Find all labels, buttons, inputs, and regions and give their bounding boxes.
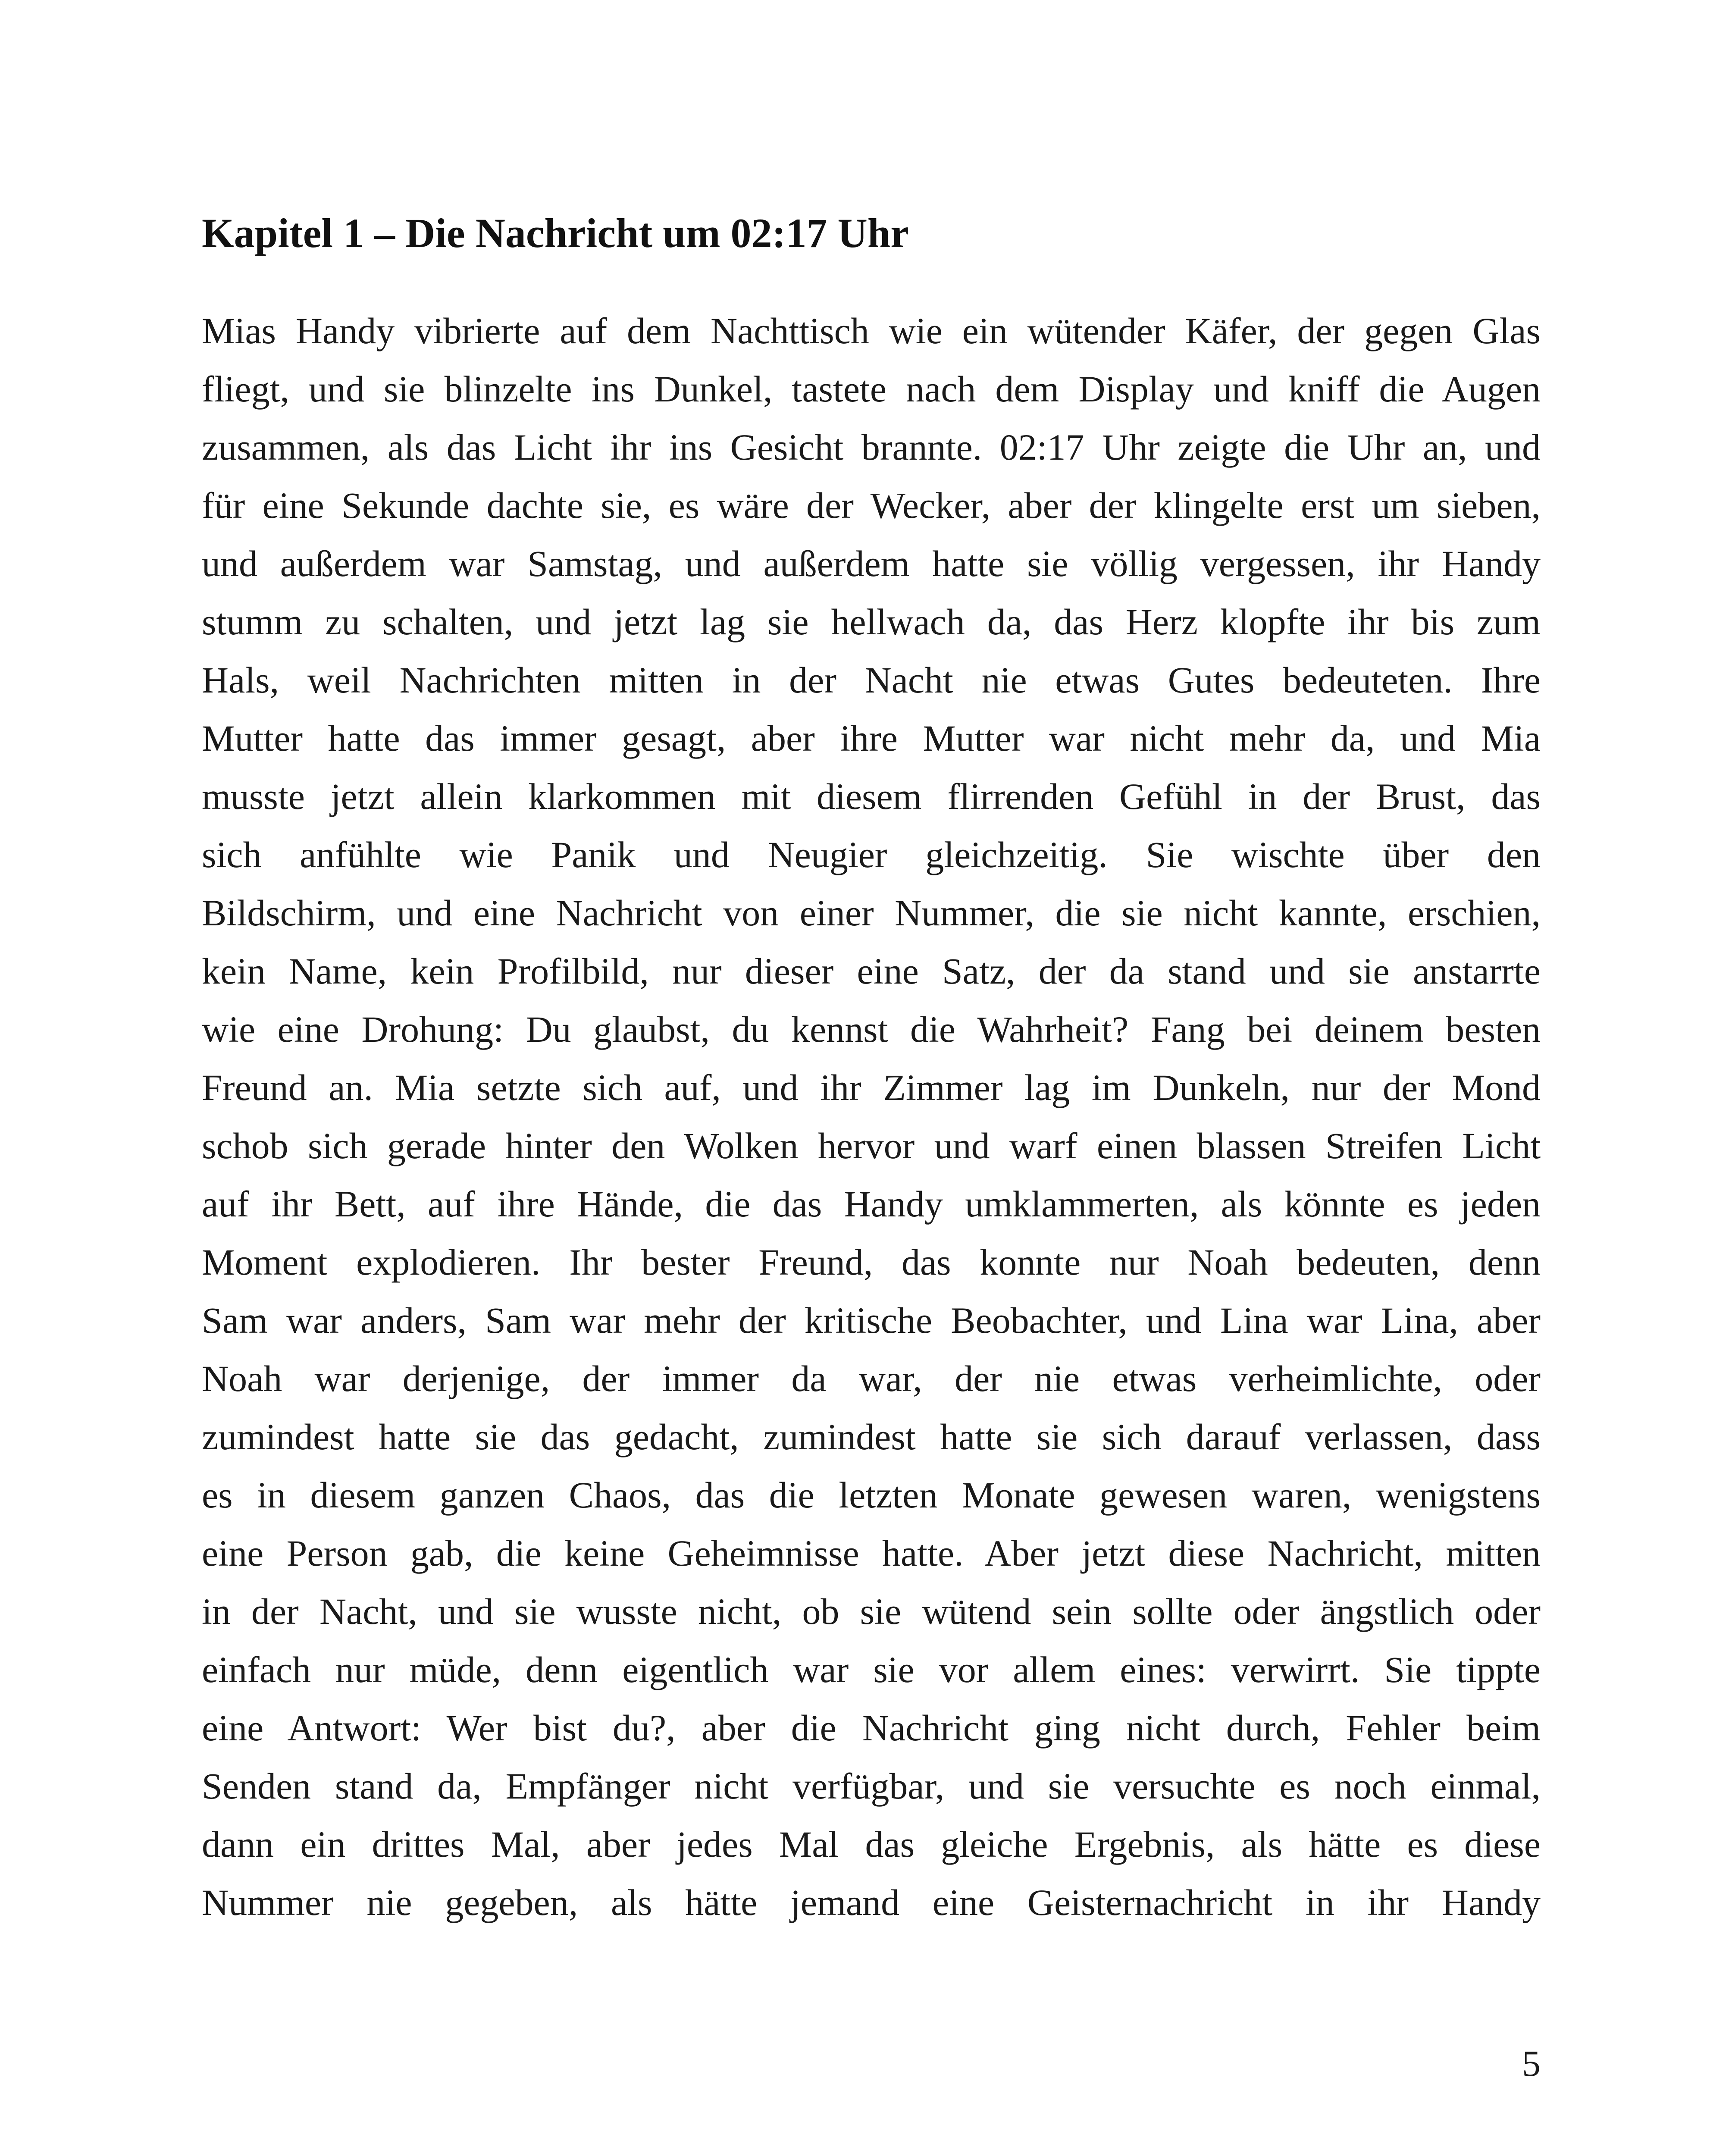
text-line: sich anfühlte wie Panik und Neugier gleichzeitig. Sie wischte über den [202,834,1541,875]
text-line: stumm zu schalten, und jetzt lag sie hellwach da, das Herz klopfte ihr bis zum [202,601,1541,642]
text-line: auf ihr Bett, auf ihre Hände, die das Handy umklammerten, als könnte es jeden [202,1183,1541,1225]
text-line: Mutter hatte das immer gesagt, aber ihre Mutter war nicht mehr da, und Mia [202,718,1541,759]
text-line: dann ein drittes Mal, aber jedes Mal das gleiche Ergebnis, als hätte es diese [202,1824,1541,1865]
text-line: Hals, weil Nachrichten mitten in der Nacht nie etwas Gutes bedeuteten. Ihre [202,659,1541,701]
chapter-title: Kapitel 1 – Die Nachricht um 02:17 Uhr [202,210,909,256]
text-line: zumindest hatte sie das gedacht, zumindest hatte sie sich darauf verlassen, dass [202,1416,1541,1457]
text-line: musste jetzt allein klarkommen mit diesem flirrenden Gefühl in der Brust, das [202,776,1541,817]
text-line: zusammen, als das Licht ihr ins Gesicht brannte. 02:17 Uhr zeigte die Uhr an, und [202,426,1541,468]
text-line: kein Name, kein Profilbild, nur dieser eine Satz, der da stand und sie anstarrte [202,950,1541,992]
body-paragraph [202,302,1541,1932]
text-line: Senden stand da, Empfänger nicht verfügbar, und sie versuchte es noch einmal, [202,1765,1541,1807]
page-number: 5 [1522,2043,1541,2084]
text-line: eine Person gab, die keine Geheimnisse hatte. Aber jetzt diese Nachricht, mitten [202,1532,1541,1574]
text-line: eine Antwort: Wer bist du?, aber die Nachricht ging nicht durch, Fehler beim [202,1707,1541,1749]
text-line: Bildschirm, und eine Nachricht von einer Nummer, die sie nicht kannte, erschien, [202,892,1541,934]
text-line: Mias Handy vibrierte auf dem Nachttisch wie ein wütender Käfer, der gegen Glas [202,310,1541,351]
text-line: einfach nur müde, denn eigentlich war sie vor allem eines: verwirrt. Sie tippte [202,1649,1541,1690]
text-line: für eine Sekunde dachte sie, es wäre der Wecker, aber der klingelte erst um sieben, [202,485,1541,526]
text-line: Nummer nie gegeben, als hätte jemand eine Geisternachricht in ihr Handy [202,1882,1541,1923]
text-line: schob sich gerade hinter den Wolken hervor und warf einen blassen Streifen Licht [202,1125,1541,1166]
text-line: es in diesem ganzen Chaos, das die letzten Monate gewesen waren, wenigstens [202,1474,1541,1516]
text-line: fliegt, und sie blinzelte ins Dunkel, tastete nach dem Display und kniff die Augen [202,368,1541,410]
text-line: Moment explodieren. Ihr bester Freund, das konnte nur Noah bedeuten, denn [202,1241,1541,1283]
text-line: und außerdem war Samstag, und außerdem hatte sie völlig vergessen, ihr Handy [202,543,1541,584]
text-line: in der Nacht, und sie wusste nicht, ob sie wütend sein sollte oder ängstlich oder [202,1591,1541,1632]
text-line: Noah war derjenige, der immer da war, der nie etwas verheimlichte, oder [202,1358,1541,1399]
text-line: Freund an. Mia setzte sich auf, und ihr Zimmer lag im Dunkeln, nur der Mond [202,1067,1541,1108]
text-line: Sam war anders, Sam war mehr der kritische Beobachter, und Lina war Lina, aber [202,1300,1541,1341]
text-line: wie eine Drohung: Du glaubst, du kennst die Wahrheit? Fang bei deinem besten [202,1009,1541,1050]
